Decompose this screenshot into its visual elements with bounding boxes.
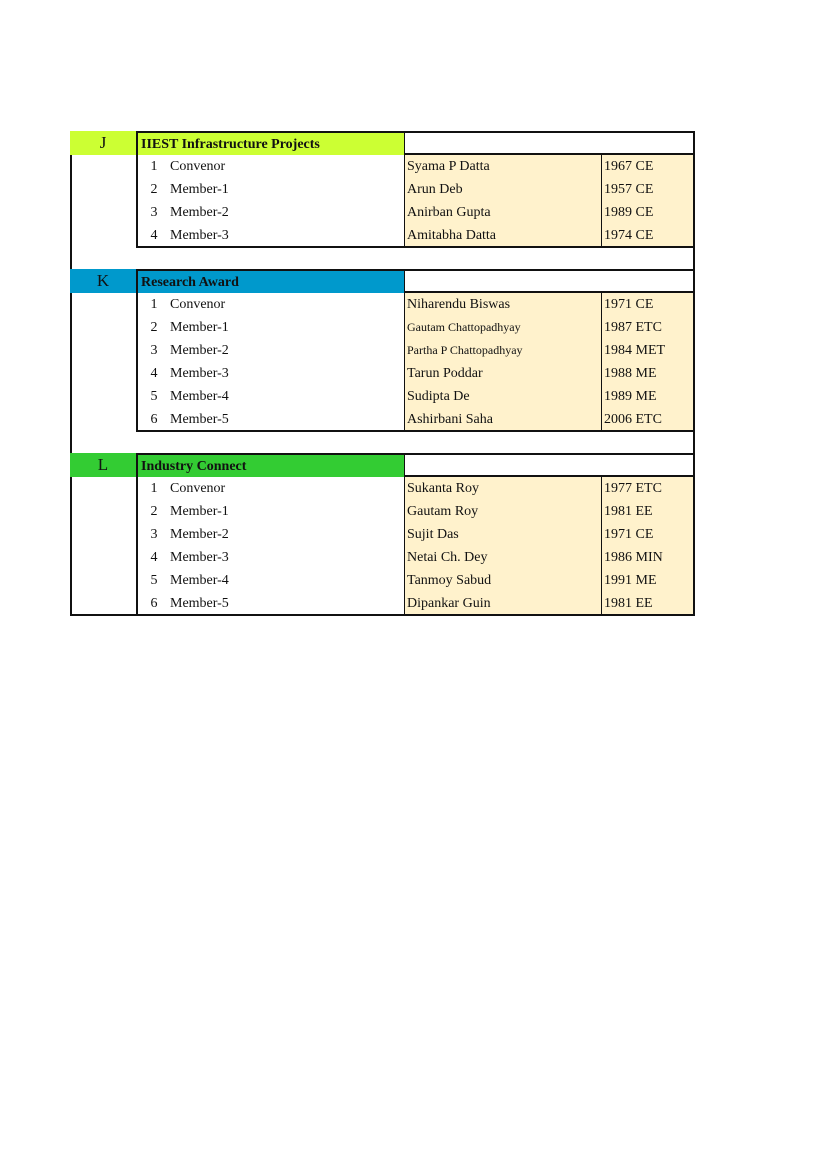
- row-year: 1991 ME: [602, 569, 695, 592]
- section-title: Research Award: [136, 269, 404, 293]
- section-title: IIEST Infrastructure Projects: [136, 131, 404, 155]
- row-year: 1977 ETC: [602, 477, 695, 500]
- row-index: 3: [136, 523, 170, 546]
- table-row: [70, 523, 695, 546]
- row-index: 4: [136, 362, 170, 385]
- section-k: [70, 269, 695, 431]
- row-index: 4: [136, 546, 170, 569]
- table-row: [70, 500, 695, 523]
- section-j: [70, 131, 695, 247]
- row-role: Member-2: [170, 205, 229, 220]
- table-row: [70, 224, 695, 247]
- table-row: [70, 592, 695, 615]
- row-index: 3: [136, 339, 170, 362]
- row-index: 1: [136, 155, 170, 178]
- section-title: Industry Connect: [136, 453, 404, 477]
- row-year: 1981 EE: [602, 500, 695, 523]
- row-index: 4: [136, 224, 170, 247]
- row-role: Member-1: [170, 320, 229, 335]
- row-index: 2: [136, 316, 170, 339]
- table-row: [70, 477, 695, 500]
- table-row: [70, 201, 695, 224]
- row-name: Netai Ch. Dey: [404, 546, 602, 569]
- row-name: Tanmoy Sabud: [404, 569, 602, 592]
- row-role: Member-3: [170, 366, 229, 381]
- table-row: [70, 339, 695, 362]
- row-year: 1971 CE: [602, 523, 695, 546]
- section-header: [70, 453, 695, 477]
- row-year: 1981 EE: [602, 592, 695, 615]
- row-role: Convenor: [170, 297, 226, 312]
- row-name: Tarun Poddar: [404, 362, 602, 385]
- section-header: [70, 269, 695, 293]
- table-row: [70, 408, 695, 431]
- row-name: Anirban Gupta: [404, 201, 602, 224]
- row-index: 1: [136, 477, 170, 500]
- row-role: Convenor: [170, 159, 226, 174]
- row-name: Sujit Das: [404, 523, 602, 546]
- row-name: Arun Deb: [404, 178, 602, 201]
- row-index: 1: [136, 293, 170, 316]
- row-year: 1984 MET: [602, 339, 695, 362]
- row-year: 2006 ETC: [602, 408, 695, 431]
- table-row: [70, 385, 695, 408]
- section-title-blank: [404, 131, 695, 155]
- row-name: Dipankar Guin: [404, 592, 602, 615]
- row-index: 3: [136, 201, 170, 224]
- section-letter: K: [70, 269, 136, 293]
- committee-sheet: [70, 131, 695, 615]
- section-title-blank: [404, 269, 695, 293]
- row-name: Gautam Roy: [404, 500, 602, 523]
- row-role: Member-1: [170, 504, 229, 519]
- row-index: 5: [136, 385, 170, 408]
- row-index: 5: [136, 569, 170, 592]
- row-year: 1989 ME: [602, 385, 695, 408]
- row-name: Sudipta De: [404, 385, 602, 408]
- row-role: Member-2: [170, 343, 229, 358]
- row-role: Member-3: [170, 228, 229, 243]
- row-year: 1974 CE: [602, 224, 695, 247]
- row-name: Partha P Chattopadhyay: [404, 339, 602, 362]
- table-row: [70, 178, 695, 201]
- table-row: [70, 569, 695, 592]
- row-role: Member-5: [170, 412, 229, 427]
- section-title-blank: [404, 453, 695, 477]
- row-index: 6: [136, 408, 170, 431]
- row-index: 2: [136, 178, 170, 201]
- row-name: Amitabha Datta: [404, 224, 602, 247]
- row-role: Convenor: [170, 481, 226, 496]
- row-role: Member-2: [170, 527, 229, 542]
- row-year: 1957 CE: [602, 178, 695, 201]
- row-index: 6: [136, 592, 170, 615]
- row-index: 2: [136, 500, 170, 523]
- table-row: [70, 155, 695, 178]
- row-year: 1989 CE: [602, 201, 695, 224]
- row-name: Syama P Datta: [404, 155, 602, 178]
- row-year: 1967 CE: [602, 155, 695, 178]
- section-gap: [70, 431, 695, 453]
- row-role: Member-4: [170, 389, 229, 404]
- table-row: [70, 316, 695, 339]
- row-name: Ashirbani Saha: [404, 408, 602, 431]
- row-role: Member-5: [170, 596, 229, 611]
- row-role: Member-1: [170, 182, 229, 197]
- row-name: Sukanta Roy: [404, 477, 602, 500]
- table-row: [70, 362, 695, 385]
- row-year: 1988 ME: [602, 362, 695, 385]
- section-letter: L: [70, 453, 136, 477]
- section-letter: J: [70, 131, 136, 155]
- row-name: Gautam Chattopadhyay: [404, 316, 602, 339]
- row-year: 1987 ETC: [602, 316, 695, 339]
- row-year: 1986 MIN: [602, 546, 695, 569]
- row-role: Member-3: [170, 550, 229, 565]
- row-role: Member-4: [170, 573, 229, 588]
- section-header: [70, 131, 695, 155]
- table-row: [70, 546, 695, 569]
- table-row: [70, 293, 695, 316]
- section-l: [70, 453, 695, 615]
- sheet-bottom-border: [70, 614, 695, 616]
- row-name: Niharendu Biswas: [404, 293, 602, 316]
- section-gap: [70, 247, 695, 269]
- row-year: 1971 CE: [602, 293, 695, 316]
